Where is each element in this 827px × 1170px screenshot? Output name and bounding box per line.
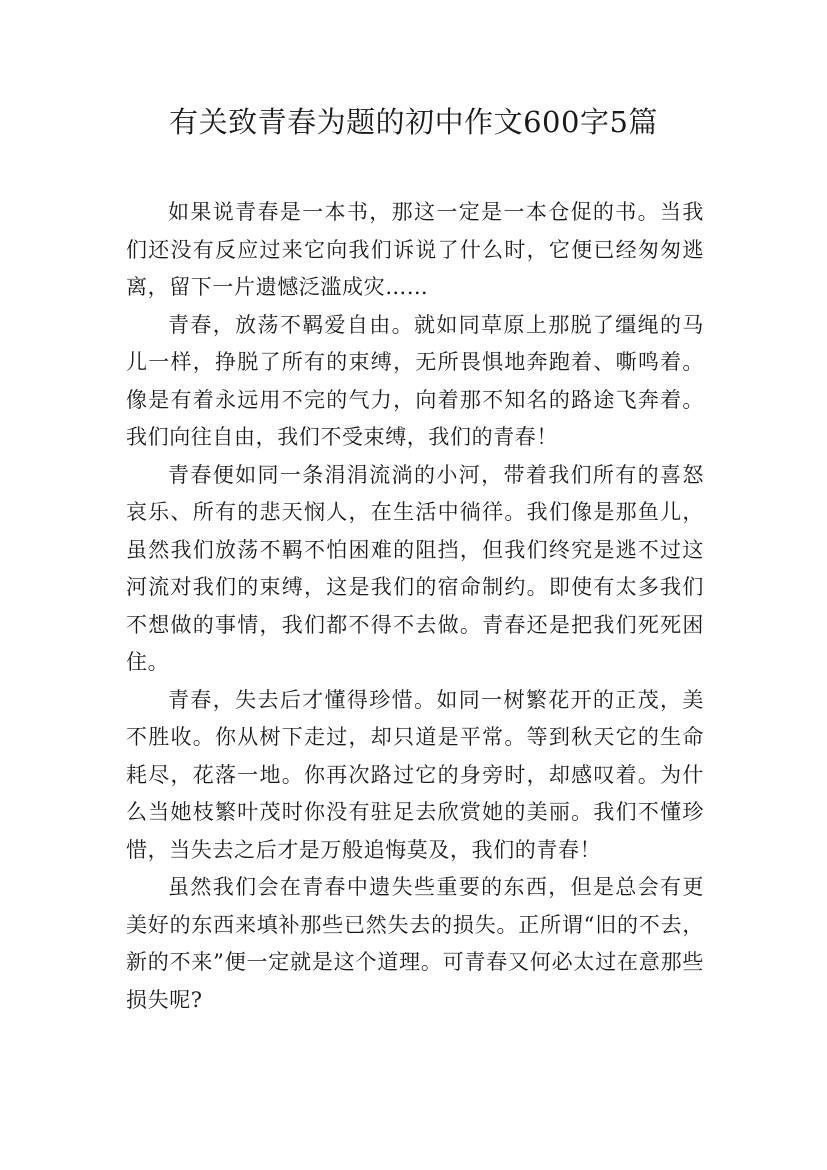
- paragraph-2: 青春，放荡不羁爱自由。就如同草原上那脱了缰绳的马儿一样，挣脱了所有的束缚，无所畏惧地奔跑着、嘶鸣着。像是有着永远用不完的气力，向着那不知名的路途飞奔着。我们向往自由，我们不受束缚，我们的青春！: [126, 312, 704, 449]
- paragraph-3: 青春便如同一条涓涓流淌的小河，带着我们所有的喜怒哀乐、所有的悲天悯人，在生活中徜徉。我们像是那鱼儿，虽然我们放荡不羁不怕困难的阻挡，但我们终究是逃不过这河流对我们的束缚，这是我们的宿命制约。即使有太多我们不想做的事情，我们都不得不去做。青春还是把我们死死困住。: [126, 462, 704, 674]
- paragraph-1: 如果说青春是一本书，那这一定是一本仓促的书。当我们还没有反应过来它向我们诉说了什么时，它便已经匆匆逃离，留下一片遗憾泛滥成灾……: [126, 200, 704, 299]
- paragraph-4: 青春，失去后才懂得珍惜。如同一树繁花开的正茂，美不胜收。你从树下走过，却只道是平常。等到秋天它的生命耗尽，花落一地。你再次路过它的身旁时，却感叹着。为什么当她枝繁叶茂时你没有驻足去欣赏她的美丽。我们不懂珍惜，当失去之后才是万般追悔莫及，我们的青春！: [126, 687, 704, 862]
- document-body: [126, 194, 704, 1019]
- paragraph-5: 虽然我们会在青春中遗失些重要的东西，但是总会有更美好的东西来填补那些已然失去的损失。正所谓“旧的不去，新的不来”便一定就是这个道理。可青春又何必太过在意那些损失呢?: [126, 875, 704, 1012]
- document-title: 有关致青春为题的初中作文600字5篇: [169, 105, 658, 139]
